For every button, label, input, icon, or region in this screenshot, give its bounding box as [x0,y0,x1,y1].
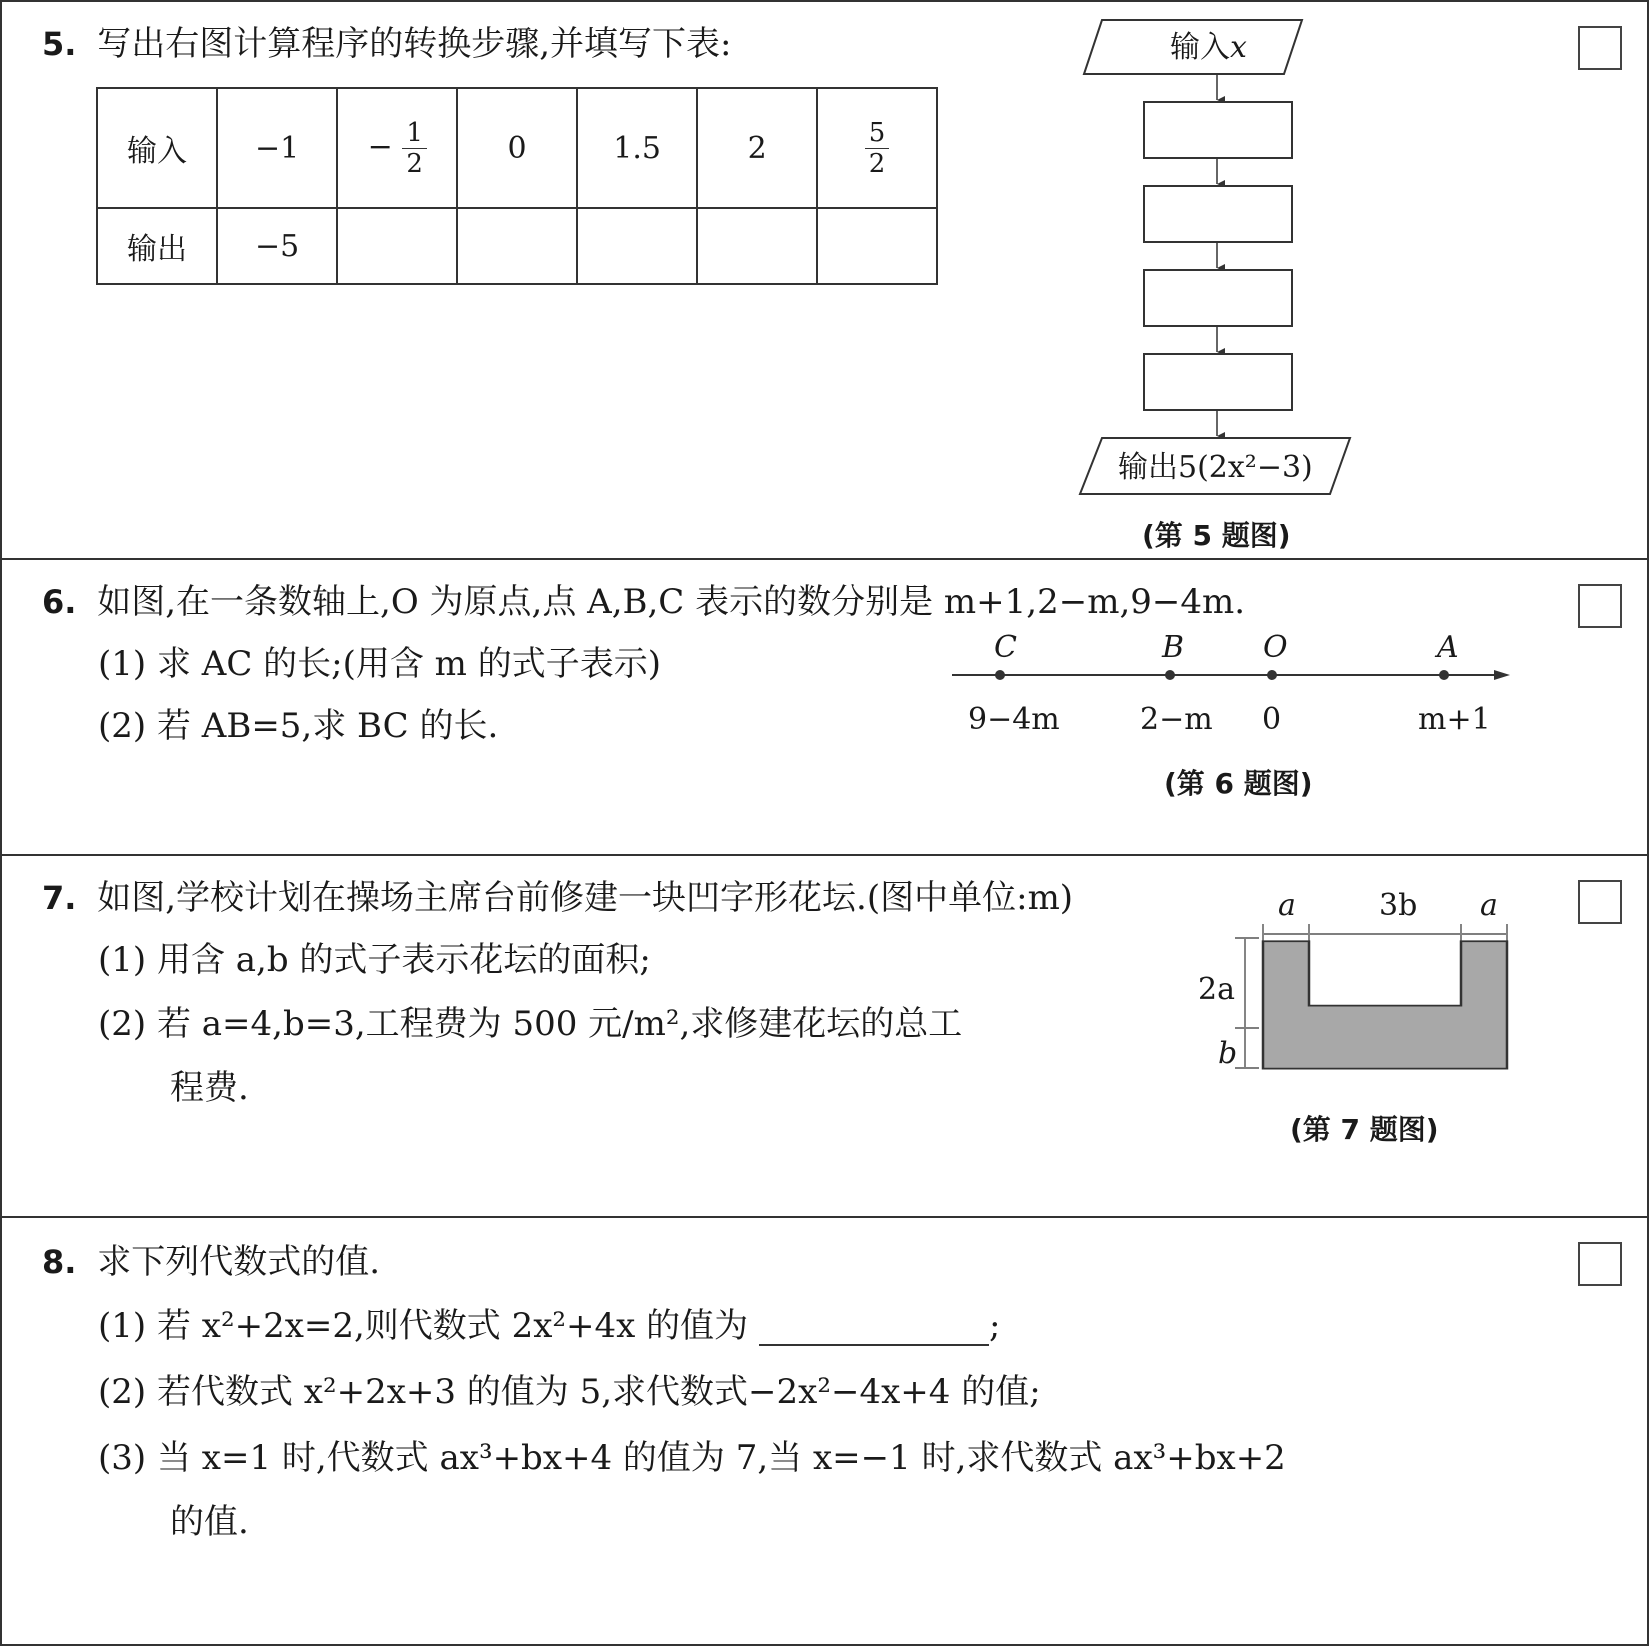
dim-3b: 3b [1379,888,1418,923]
table-cell-input: 0 [457,88,577,208]
flow-step-box [1144,186,1292,242]
point-o-dot [1267,670,1277,680]
question-8-part-1-end: ; [988,1306,1001,1346]
table-cell-output: −5 [217,208,337,284]
fraction-numerator: 5 [865,118,890,149]
question-8-part-1 [98,1306,1000,1346]
table-cell-output [337,208,457,284]
fraction-denominator: 2 [868,148,886,179]
flower-bed-diagram [1197,916,1527,1096]
fraction-five-halves [865,118,890,179]
point-b-dot [1165,670,1175,680]
question-8-number: 8. [42,1243,77,1281]
io-table [96,87,938,285]
question-7-number: 7. [42,879,77,917]
question-5-stem [42,24,732,64]
figure-6-caption: (第 6 题图) [1164,767,1313,800]
dim-label-left-lower: b [1218,1036,1238,1071]
flow-output-label: 输出5(2x²−3) [1118,450,1313,485]
point-c-value: 9−4m [968,702,1060,737]
point-a-dot [1439,670,1449,680]
question-8-text: 求下列代数式的值. [97,1242,381,1282]
flow-step-box [1144,354,1292,410]
point-o-label: O [1263,630,1288,665]
point-b-value: 2−m [1140,702,1213,737]
table-cell-input: 2 [697,88,817,208]
point-o-value: 0 [1262,702,1282,737]
answer-checkbox[interactable] [1578,26,1622,70]
table-cell-output [817,208,937,284]
question-5-text: 写出右图计算程序的转换步骤,并填写下表: [97,24,732,64]
flow-input-variable: x [1230,30,1247,65]
table-cell-input: 1.5 [577,88,697,208]
figure-7-caption: (第 7 题图) [1290,1113,1439,1146]
question-6-text: 如图,在一条数轴上,O 为原点,点 A,B,C 表示的数分别是 m+1,2−m,9−4m. [97,582,1246,622]
flowchart [1072,14,1362,504]
question-8-part-1-text: (1) 若 x²+2x=2,则代数式 2x²+4x 的值为 [98,1306,749,1346]
answer-checkbox[interactable] [1578,880,1622,924]
question-6 [2,560,1647,856]
flower-bed-shape [1263,941,1507,1068]
minus-sign: − [367,129,393,164]
flow-step-box [1144,102,1292,158]
table-cell-input [817,88,937,208]
dim-label-left-upper: 2a [1198,972,1235,1007]
table-cell-input-label: 输入 [97,88,217,208]
question-5-number: 5. [42,25,77,63]
question-8 [2,1218,1647,1648]
point-a-label: A [1437,630,1459,665]
point-a-value: m+1 [1418,702,1491,737]
flow-input-label [1170,28,1247,68]
question-7-part-2: (2) 若 a=4,b=3,工程费为 500 元/m²,求修建花坛的总工 [98,1004,963,1044]
table-row-input [97,88,937,208]
question-7-text: 如图,学校计划在操场主席台前修建一块凹字形花坛.(图中单位:m) [97,878,1074,918]
question-7-stem [42,878,1073,918]
table-cell-output [577,208,697,284]
table-cell-output [457,208,577,284]
figure-5-caption: (第 5 题图) [1142,519,1291,552]
question-8-stem [42,1242,380,1282]
table-cell-input: −1 [217,88,337,208]
dim-label-top-left: a [1278,888,1296,923]
dim-label-top-mid [1379,886,1417,926]
question-8-part-2: (2) 若代数式 x²+2x+3 的值为 5,求代数式−2x²−4x+4 的值; [98,1372,1041,1412]
answer-checkbox[interactable] [1578,1242,1622,1286]
question-7-part-2-cont: 程费. [170,1068,249,1108]
fraction-one-half [402,118,427,179]
question-7-part-1: (1) 用含 a,b 的式子表示花坛的面积; [98,940,651,980]
question-6-part-2: (2) 若 AB=5,求 BC 的长. [98,706,499,746]
fraction-numerator: 1 [402,118,427,149]
question-6-stem [42,582,1245,622]
fraction-denominator: 2 [406,148,423,179]
table-cell-input [337,88,457,208]
dim-label-top-right: a [1480,888,1498,923]
question-8-part-3-cont: 的值. [170,1502,249,1542]
question-5 [2,2,1647,560]
question-8-part-3: (3) 当 x=1 时,代数式 ax³+bx+4 的值为 7,当 x=−1 时,求代数式 ax³+bx+2 [98,1438,1286,1478]
table-cell-output-label: 输出 [97,208,217,284]
table-cell-output [697,208,817,284]
answer-checkbox[interactable] [1578,584,1622,628]
point-c-label: C [994,630,1017,665]
flow-step-box [1144,270,1292,326]
question-6-part-1: (1) 求 AC 的长;(用含 m 的式子表示) [98,644,661,684]
point-c-dot [995,670,1005,680]
answer-blank[interactable] [759,1314,989,1346]
flow-input-text: 输入 [1170,30,1230,65]
table-row-output [97,208,937,284]
question-7 [2,856,1647,1218]
number-line [942,660,1522,690]
point-b-label: B [1162,630,1185,665]
question-6-number: 6. [42,583,77,621]
